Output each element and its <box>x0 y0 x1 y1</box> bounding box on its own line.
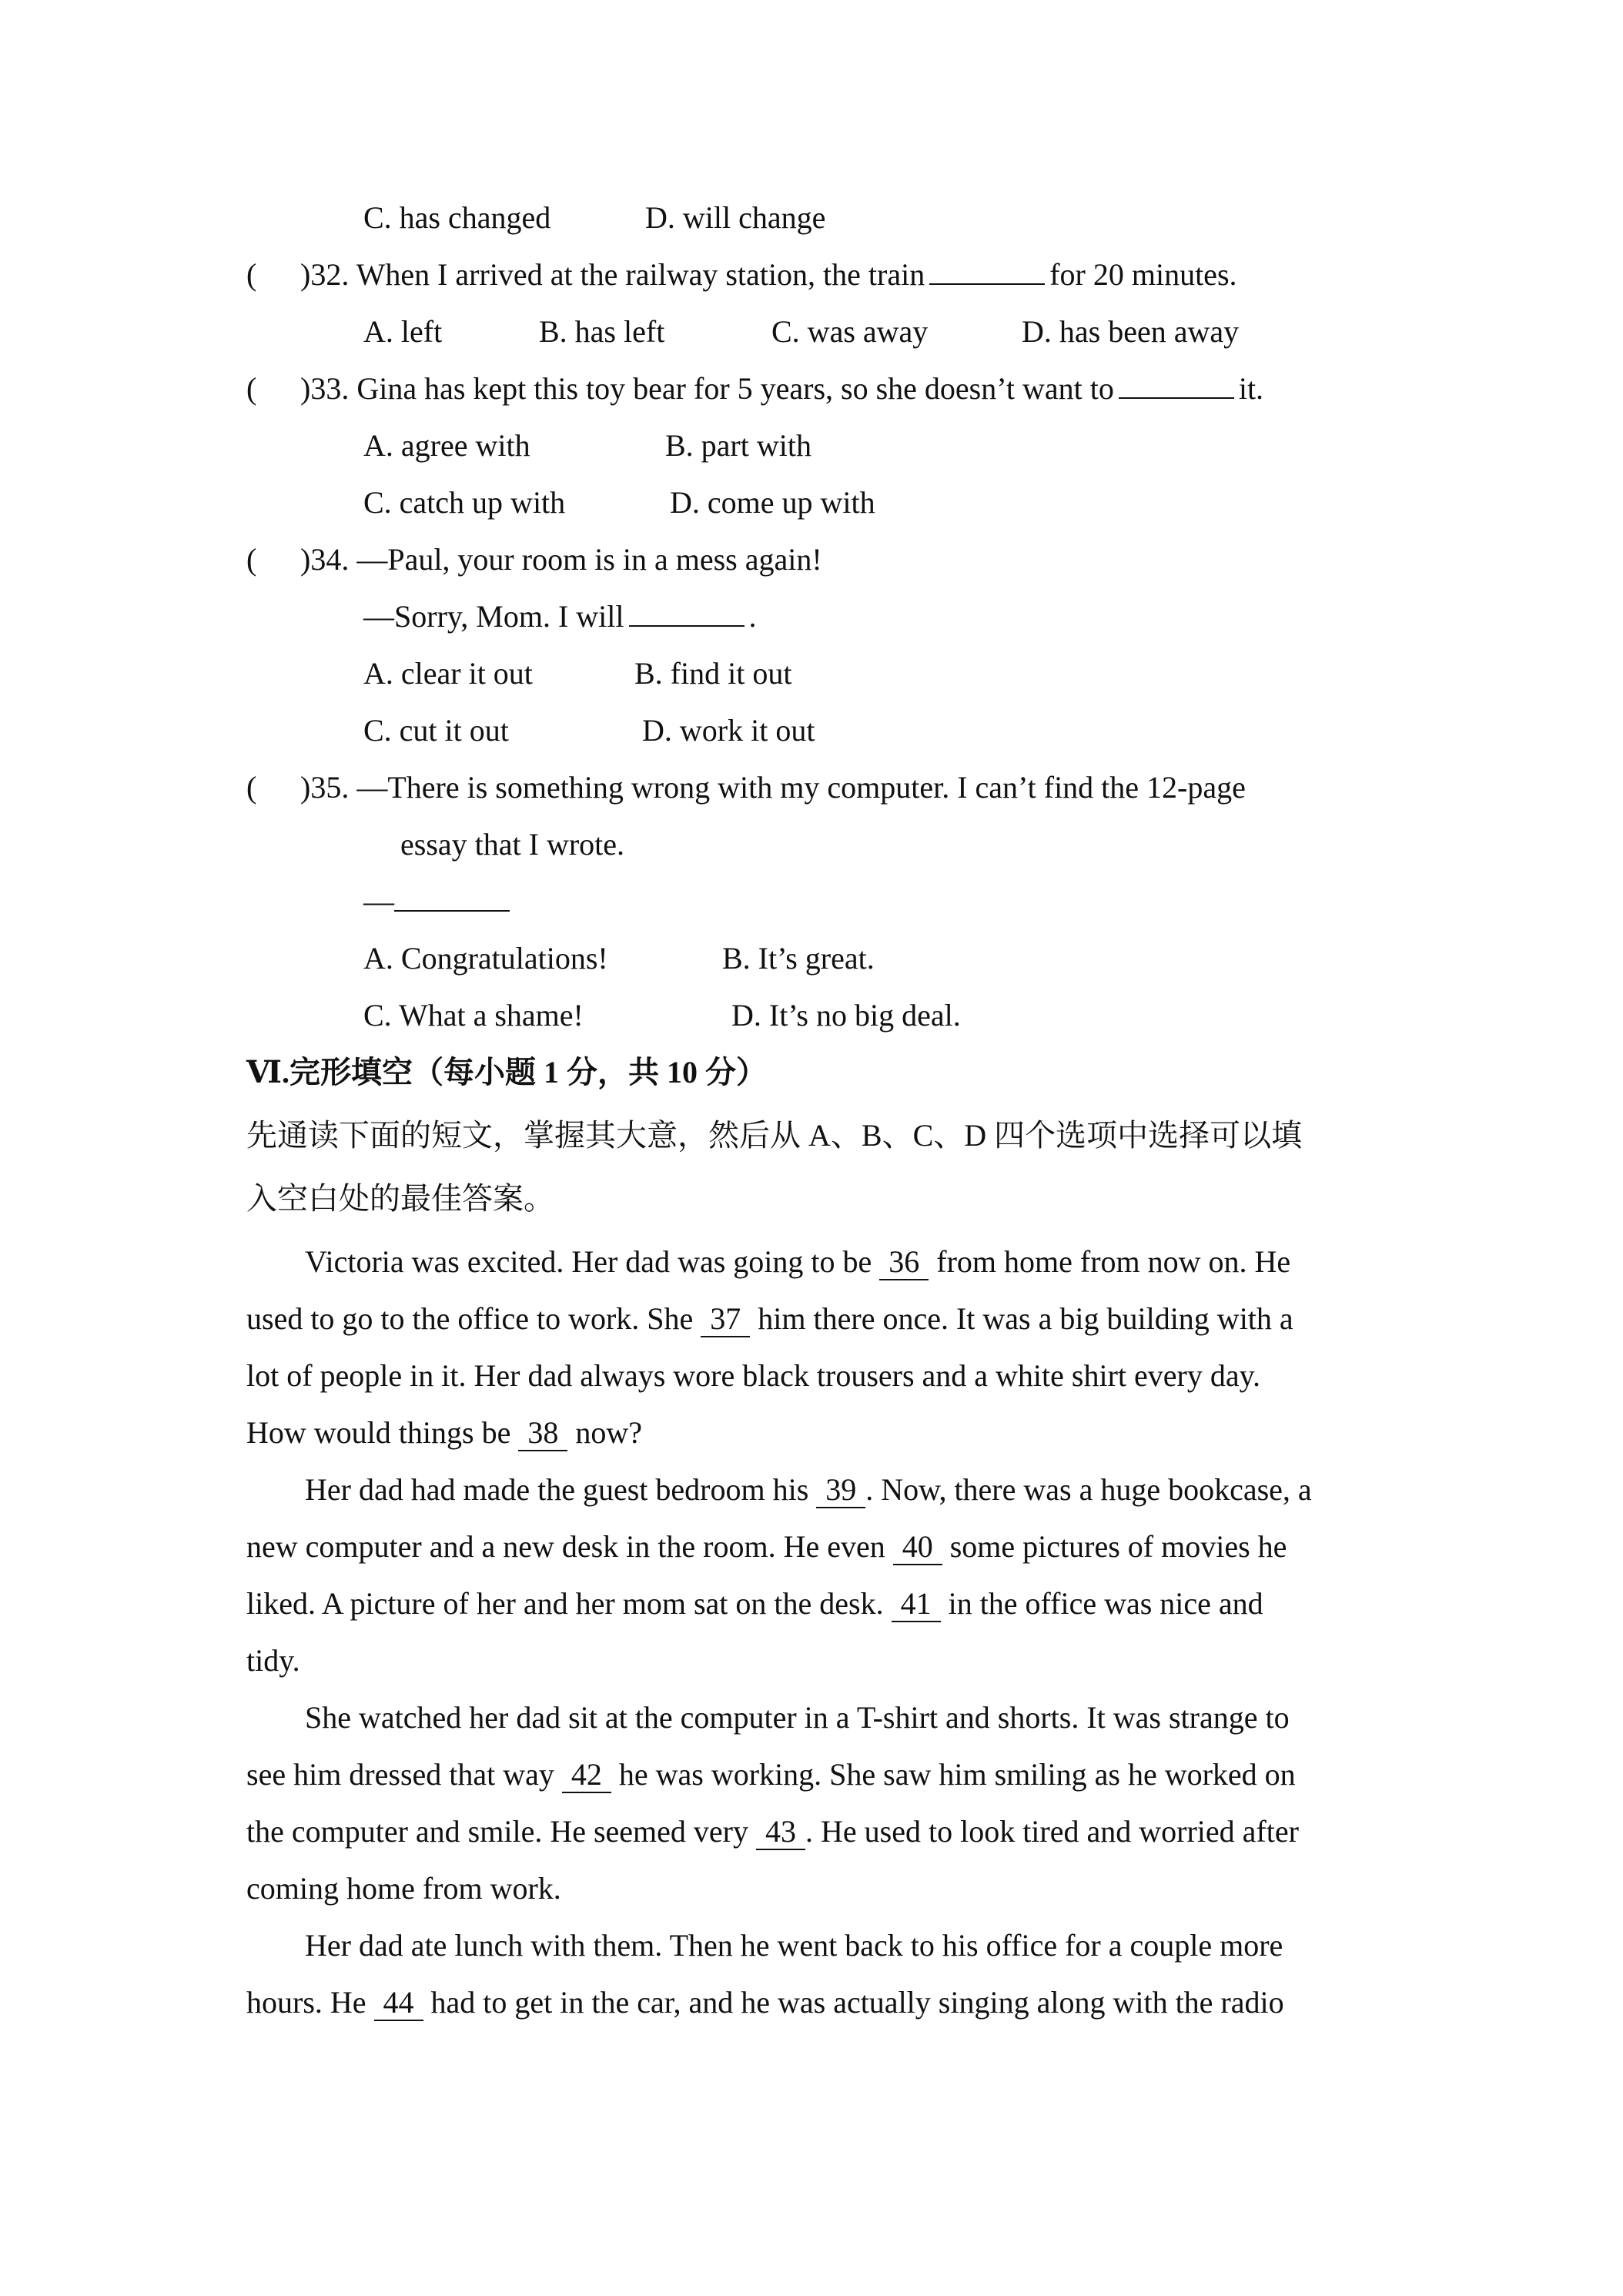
passage-p3-line2: see him dressed that way 42 he was working. She saw him smiling as he worked on <box>246 1757 1296 1792</box>
q31-option-c: C. has changed <box>363 200 551 235</box>
blank-37[interactable]: 37 <box>701 1302 750 1337</box>
q31-option-d: D. will change <box>645 200 826 235</box>
q32-option-c: C. was away <box>771 314 929 349</box>
answer-paren: ( <box>246 371 257 406</box>
blank-41[interactable]: 41 <box>892 1587 941 1622</box>
q34-reply-pre: —Sorry, Mom. I will <box>363 599 624 634</box>
q33-option-c: C. catch up with <box>363 485 566 520</box>
passage-p3-line3: the computer and smile. He seemed very 43 . He used to look tired and worried after <box>246 1814 1299 1849</box>
passage-p1-line1: Victoria was excited. Her dad was going to be 36 from home from now on. He <box>305 1244 1291 1279</box>
section-title: Ⅵ.完形填空（每小题 1 分，共 10 分） <box>246 1055 767 1089</box>
passage-p1-line4: How would things be 38 now? <box>246 1415 642 1450</box>
blank-38[interactable]: 38 <box>518 1416 567 1451</box>
section-instructions-1: 先通读下面的短文，掌握其大意，然后从 A、B、C、D 四个选项中选择可以填 <box>246 1118 1303 1153</box>
passage-p2-line3: liked. A picture of her and her mom sat on the desk. 41 in the office was nice and <box>246 1586 1263 1621</box>
q33-option-d: D. come up with <box>670 485 875 520</box>
q32-option-a: A. left <box>363 314 443 349</box>
blank-40[interactable]: 40 <box>893 1530 942 1565</box>
q34-option-d: D. work it out <box>642 713 815 748</box>
passage-p3-line4: coming home from work. <box>246 1871 561 1906</box>
q34-reply-post: . <box>748 599 757 634</box>
q34-stem-text: )34. —Paul, your room is in a mess again! <box>300 542 822 577</box>
q35-option-c: C. What a shame! <box>363 998 584 1033</box>
q35-option-a: A. Congratulations! <box>363 941 608 976</box>
blank-36[interactable]: 36 <box>879 1245 929 1280</box>
q32-option-d: D. has been away <box>1022 314 1240 349</box>
q35-reply-pre: — <box>363 884 394 919</box>
q33-stem-post: it. <box>1238 371 1264 406</box>
passage-p1-line3: lot of people in it. Her dad always wore black trousers and a white shirt every day. <box>246 1358 1260 1393</box>
q34-blank[interactable] <box>629 590 745 627</box>
answer-paren: ( <box>246 257 257 292</box>
q32-stem-post: for 20 minutes. <box>1049 257 1237 292</box>
passage-p4-line2: hours. He 44 had to get in the car, and he was actually singing along with the radio <box>246 1985 1284 2020</box>
answer-paren: ( <box>246 770 257 805</box>
q33-stem-pre: )33. Gina has kept this toy bear for 5 years, so she doesn’t want to <box>300 371 1114 406</box>
passage-p2-line1: Her dad had made the guest bedroom his 39 . Now, there was a huge bookcase, a <box>305 1472 1312 1507</box>
q32-blank[interactable] <box>929 248 1045 285</box>
section-instructions-2: 入空白处的最佳答案。 <box>246 1181 554 1216</box>
passage-p3-line1: She watched her dad sit at the computer in a T-shirt and shorts. It was strange to <box>305 1700 1290 1735</box>
blank-43[interactable]: 43 <box>756 1815 805 1850</box>
q35-stem-cont-text: essay that I wrote. <box>400 827 625 862</box>
blank-42[interactable]: 42 <box>562 1758 611 1793</box>
blank-39[interactable]: 39 <box>816 1473 865 1508</box>
q35-option-b: B. It’s great. <box>722 941 875 976</box>
q35-stem-text: )35. —There is something wrong with my computer. I can’t find the 12-page <box>300 770 1246 805</box>
passage-p2-line4: tidy. <box>246 1643 300 1678</box>
passage-p4-line1: Her dad ate lunch with them. Then he went back to his office for a couple more <box>305 1928 1283 1963</box>
q32-stem-pre: )32. When I arrived at the railway station, the train <box>300 257 925 292</box>
passage-p1-line2: used to go to the office to work. She 37 him there once. It was a big building with a <box>246 1301 1293 1336</box>
q35-blank[interactable] <box>394 875 510 912</box>
passage-p2-line2: new computer and a new desk in the room. He even 40 some pictures of movies he <box>246 1529 1287 1564</box>
q34-option-c: C. cut it out <box>363 713 509 748</box>
q32-option-b: B. has left <box>539 314 665 349</box>
q35-option-d: D. It’s no big deal. <box>731 998 961 1033</box>
q33-blank[interactable] <box>1119 362 1234 399</box>
q34-option-b: B. find it out <box>634 656 792 691</box>
q33-option-a: A. agree with <box>363 428 530 463</box>
blank-44[interactable]: 44 <box>374 1986 423 2021</box>
q33-option-b: B. part with <box>665 428 812 463</box>
answer-paren: ( <box>246 542 257 577</box>
q34-option-a: A. clear it out <box>363 656 533 691</box>
